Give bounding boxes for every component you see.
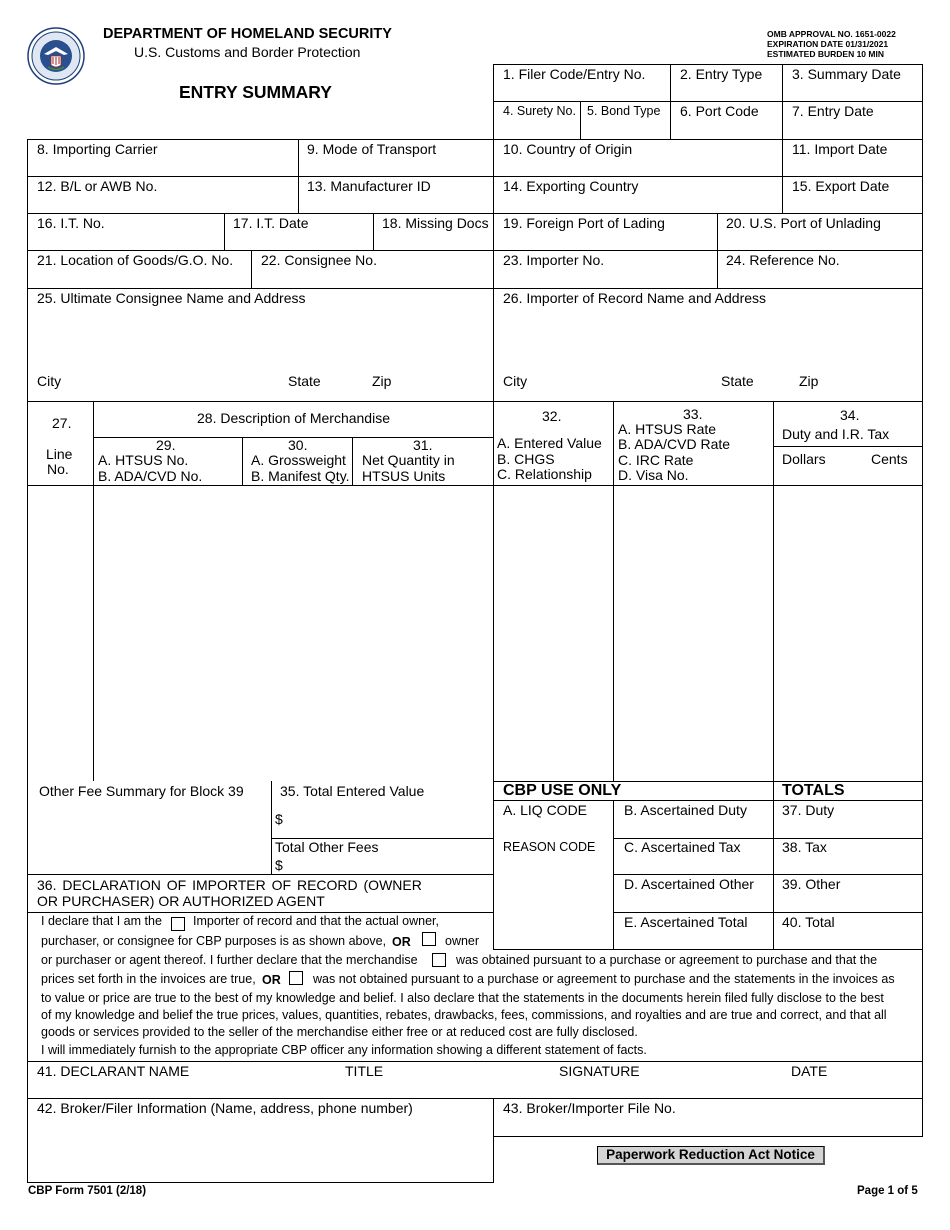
field-25-state[interactable]: State: [288, 373, 321, 389]
col-31-htsus-units: HTSUS Units: [362, 468, 446, 484]
department-name: DEPARTMENT OF HOMELAND SECURITY: [103, 26, 392, 42]
field-9-mode-of-transport[interactable]: 9. Mode of Transport: [307, 141, 437, 157]
agency-name: U.S. Customs and Border Protection: [134, 44, 361, 60]
declaration-line2a: purchaser, or consignee for CBP purposes is as shown above,: [41, 934, 387, 948]
col-30b-manifest-qty: B. Manifest Qty.: [251, 468, 350, 484]
field-4-surety-no[interactable]: 4. Surety No.: [503, 104, 576, 118]
declaration-line4a: prices set forth in the invoices are true,: [41, 972, 256, 986]
field-1-filer-code[interactable]: 1. Filer Code/Entry No.: [503, 66, 646, 82]
field-14-exporting-country[interactable]: 14. Exporting Country: [503, 178, 639, 194]
reason-code[interactable]: REASON CODE: [503, 840, 596, 854]
omb-approval: OMB APPROVAL NO. 1651-0022: [767, 29, 896, 39]
col-34-duty-ir-tax: Duty and I.R. Tax: [782, 426, 890, 442]
field-21-location-of-goods[interactable]: 21. Location of Goods/G.O. No.: [37, 252, 234, 268]
dhs-seal-icon: [27, 27, 85, 85]
liq-code[interactable]: A. LIQ CODE: [503, 802, 588, 818]
col-32-label: 32.: [542, 408, 562, 424]
paperwork-reduction-act-button[interactable]: Paperwork Reduction Act Notice: [597, 1146, 825, 1165]
ascertained-tax[interactable]: C. Ascertained Tax: [624, 839, 741, 855]
importer-of-record-checkbox[interactable]: [171, 917, 185, 931]
col-31-net-quantity: Net Quantity in: [362, 452, 455, 468]
field-16-it-no[interactable]: 16. I.T. No.: [37, 215, 105, 231]
field-35-total-entered-value[interactable]: 35. Total Entered Value: [280, 783, 425, 799]
field-24-reference-no[interactable]: 24. Reference No.: [726, 252, 840, 268]
field-37-duty[interactable]: 37. Duty: [782, 802, 835, 818]
field-43-broker-importer-file-no[interactable]: 43. Broker/Importer File No.: [503, 1100, 676, 1116]
total-other-fees[interactable]: Total Other Fees: [275, 839, 379, 855]
field-5-bond-type[interactable]: 5. Bond Type: [587, 104, 661, 118]
field-8-importing-carrier[interactable]: 8. Importing Carrier: [37, 141, 158, 157]
declaration-line3b: was obtained pursuant to a purchase or agreement to purchase and that the: [456, 953, 878, 967]
declaration-line4b: was not obtained pursuant to a purchase or agreement to purchase and the statements in the invoices as: [313, 972, 895, 986]
declarant-signature[interactable]: SIGNATURE: [559, 1063, 640, 1079]
field-6-port-code[interactable]: 6. Port Code: [680, 103, 759, 119]
declaration-line8: I will immediately furnish to the appropriate CBP officer any information showing a different statement of facts.: [41, 1043, 647, 1057]
declaration-title-line2: OR PURCHASER) OR AUTHORIZED AGENT: [37, 893, 325, 909]
field-26-zip[interactable]: Zip: [799, 373, 819, 389]
field-19-foreign-port-of-lading[interactable]: 19. Foreign Port of Lading: [503, 215, 665, 231]
ascertained-duty[interactable]: B. Ascertained Duty: [624, 802, 747, 818]
field-11-import-date[interactable]: 11. Import Date: [792, 141, 888, 157]
field-7-entry-date[interactable]: 7. Entry Date: [792, 103, 874, 119]
field-2-entry-type[interactable]: 2. Entry Type: [680, 66, 763, 82]
col-32c-relationship: C. Relationship: [497, 466, 592, 482]
dollar-sign-2: $: [275, 857, 283, 873]
ascertained-other[interactable]: D. Ascertained Other: [624, 876, 754, 892]
field-23-importer-no[interactable]: 23. Importer No.: [503, 252, 605, 268]
field-3-summary-date[interactable]: 3. Summary Date: [792, 66, 901, 82]
field-40-total[interactable]: 40. Total: [782, 914, 835, 930]
declaration-line7: goods or services provided to the seller of the merchandise either free or at reduced cost are fully disclosed.: [41, 1025, 638, 1039]
declaration-line5: to value or price are true to the best of my knowledge and belief. I also declare that the statements in the documents herein filed fully disclose to the best: [41, 991, 884, 1005]
col-34-label: 34.: [840, 407, 860, 423]
col-34-cents: Cents: [871, 451, 908, 467]
declaration-line3a: or purchaser or agent thereof. I further declare that the merchandise: [41, 953, 418, 967]
col-32b-chgs: B. CHGS: [497, 451, 555, 467]
ascertained-total[interactable]: E. Ascertained Total: [624, 914, 748, 930]
declarant-date[interactable]: DATE: [791, 1063, 828, 1079]
col-31-label: 31.: [413, 437, 433, 453]
form-identifier: CBP Form 7501 (2/18): [28, 1185, 147, 1197]
declaration-title-line1: 36. DECLARATION OF IMPORTER OF RECORD (OWNER: [37, 877, 422, 893]
field-10-country-of-origin[interactable]: 10. Country of Origin: [503, 141, 633, 157]
field-38-tax[interactable]: 38. Tax: [782, 839, 827, 855]
col-33b-ada-cvd-rate: B. ADA/CVD Rate: [618, 436, 731, 452]
other-fee-summary[interactable]: Other Fee Summary for Block 39: [39, 783, 244, 799]
field-41-declarant-name[interactable]: 41. DECLARANT NAME: [37, 1063, 190, 1079]
field-15-export-date[interactable]: 15. Export Date: [792, 178, 890, 194]
field-17-it-date[interactable]: 17. I.T. Date: [233, 215, 309, 231]
field-39-other[interactable]: 39. Other: [782, 876, 841, 892]
col-33-label: 33.: [683, 406, 703, 422]
page-number: Page 1 of 5: [857, 1185, 918, 1197]
field-26-state[interactable]: State: [721, 373, 754, 389]
declaration-line1a: I declare that I am the: [41, 914, 162, 928]
field-18-missing-docs[interactable]: 18. Missing Docs: [382, 215, 489, 231]
declaration-line6: of my knowledge and belief the true prices, values, quantities, rebates, drawbacks, fees, commissions, and royalties and are true and correct, and that all: [41, 1008, 887, 1022]
col-33a-htsus-rate: A. HTSUS Rate: [618, 421, 717, 437]
col-27-line: Line: [46, 446, 73, 462]
col-33d-visa-no: D. Visa No.: [618, 467, 689, 483]
declaration-line2b: owner: [445, 934, 480, 948]
col-32a-entered-value: A. Entered Value: [497, 435, 602, 451]
col-28-description: 28. Description of Merchandise: [197, 410, 390, 426]
obtained-pursuant-checkbox[interactable]: [432, 953, 446, 967]
declaration-or-1: OR: [392, 935, 411, 949]
form-title: ENTRY SUMMARY: [179, 82, 332, 102]
field-13-manufacturer-id[interactable]: 13. Manufacturer ID: [307, 178, 431, 194]
field-25-city[interactable]: City: [37, 373, 62, 389]
totals-heading: TOTALS: [782, 782, 845, 799]
cbp-use-only-heading: CBP USE ONLY: [503, 782, 622, 799]
field-20-us-port-of-unlading[interactable]: 20. U.S. Port of Unlading: [726, 215, 881, 231]
declaration-line1b: Importer of record and that the actual owner,: [193, 914, 439, 928]
col-30a-grossweight: A. Grossweight: [251, 452, 346, 468]
field-25-ultimate-consignee[interactable]: 25. Ultimate Consignee Name and Address: [37, 290, 306, 306]
owner-checkbox[interactable]: [422, 932, 436, 946]
field-42-broker-filer-info[interactable]: 42. Broker/Filer Information (Name, address, phone number): [37, 1100, 413, 1116]
dollar-sign-1: $: [275, 811, 283, 827]
col-27-label: 27.: [52, 415, 72, 431]
field-25-zip[interactable]: Zip: [372, 373, 392, 389]
expiration-date: EXPIRATION DATE 01/31/2021: [767, 39, 889, 49]
col-29-label: 29.: [156, 437, 176, 453]
field-22-consignee-no[interactable]: 22. Consignee No.: [261, 252, 377, 268]
col-29b-ada-cvd-no: B. ADA/CVD No.: [98, 468, 203, 484]
col-33c-irc-rate: C. IRC Rate: [618, 452, 694, 468]
field-26-importer-of-record[interactable]: 26. Importer of Record Name and Address: [503, 290, 767, 306]
col-27-no: No.: [47, 461, 69, 477]
not-obtained-pursuant-checkbox[interactable]: [289, 971, 303, 985]
field-12-bl-awb-no[interactable]: 12. B/L or AWB No.: [37, 178, 158, 194]
estimated-burden: ESTIMATED BURDEN 10 MIN: [767, 49, 884, 59]
field-26-city[interactable]: City: [503, 373, 528, 389]
declaration-or-2: OR: [262, 973, 281, 987]
declarant-title[interactable]: TITLE: [345, 1063, 384, 1079]
col-34-dollars: Dollars: [782, 451, 826, 467]
col-29a-htsus-no: A. HTSUS No.: [98, 452, 189, 468]
col-30-label: 30.: [288, 437, 308, 453]
